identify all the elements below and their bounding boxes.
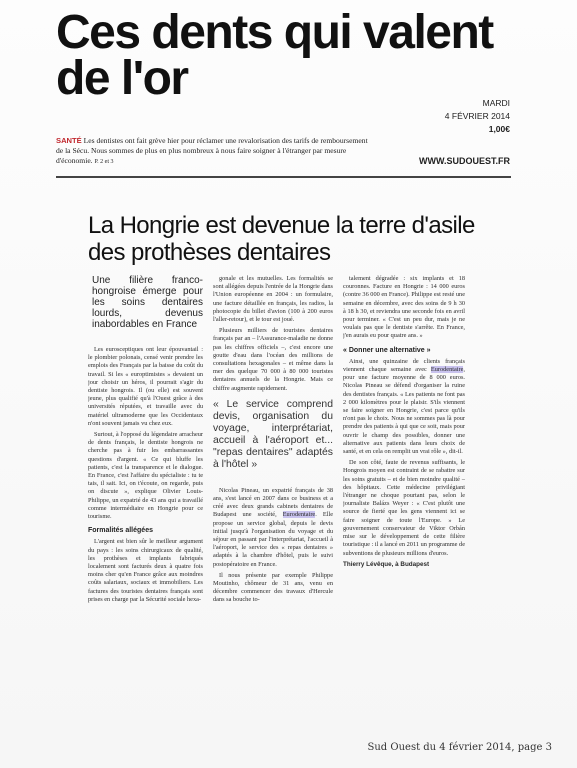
subhead-alternative: « Donner une alternative » bbox=[343, 346, 431, 354]
paragraph: Plusieurs milliers de touristes dentaires français par an – l'Assurance-maladie ne donne pas les chiffres officiels –, c'est encore une goutte d'eau dans l'océan des millions de consultations hexagonales – et même dans la mer des quelque 70 000 à 80 000 touristes dentaires annuels de la Hongrie. Mais ce chiffre augmente rapidement. bbox=[213, 327, 333, 392]
paragraph: talement dégradée : six implants et 18 couronnes. Facture en Hongrie : 14 000 euros (contre 36 000 en France). Philippe est resté une semaine en décembre, avec des soins de 9 h 30 à 18 h 30, et reviendra une seconde fois en avril pour terminer. « C'est un peu dur, mais je ne voulais pas que le dentiste s'arrête. En France, j'en aurais eu pour quatre ans. » bbox=[343, 275, 465, 340]
paragraph: De son côté, faute de revenus suffisants, le Hongrois moyen est contraint de se rabattre sur les soins gratuits – et de bien moindre qualité – des hôpitaux. Cette médecine privilégiant l'étranger ne choque pourtant pas, selon le journaliste Balázs Weyer : « C'est plutôt une source de fierté que les gens viennent ici se faire soigner de toute l'Europe. » Le gouvernement conservateur de Viktor Orbán mise sur le développement de cette filière touristique : il a lancé en 2011 un programme de subventions de plusieurs millions d'euros. bbox=[343, 459, 465, 557]
date-day: MARDI bbox=[482, 98, 510, 108]
subhead-formalites: Formalités allégées bbox=[88, 527, 153, 535]
article-column-2 bbox=[213, 275, 333, 747]
pull-quote: « Le service comprend devis, organisation du voyage, interprétariat, accueil à l'aéroport et... "repas dentaires" adaptés à l'hôtel » bbox=[213, 398, 333, 470]
paragraph: Les eurosceptiques ont leur épouvantail : le plombier polonais, censé venir prendre les emplois des Français par la baisse du coût du travail. Si les « europtimistes » devaient un jour choisir un héros, il pourrait s'agir du dentiste hongrois. Il (ou elle) est souvent jeune, plus qualifié qu'à l'Ouest grâce à des universités réputées, et travaille avec du matériel ultramoderne que les Occidentaux n'ont souvent jamais vu chez eux. bbox=[88, 346, 203, 427]
paragraph: Surtout, à l'opposé du légendaire arracheur de dents français, le dentiste hongrois ne cherche pas à fuir les embarrassantes questions d'argent. « Ce qui bluffe les patients, c'est la transparence et le dialogue. En France, c'est l'affaire du spécialiste : tu te tais, il sait. Ici, on t'écoute, on regarde, puis on discute », explique Olivier Louis-Philippe, un expatrié de 43 ans qui a travaillé comme intermédiaire en Hongrie pour ce tourisme. bbox=[88, 431, 203, 521]
teaser-page-ref: P. 2 et 3 bbox=[94, 159, 114, 165]
front-divider bbox=[56, 176, 511, 178]
paragraph: Il nous présente par exemple Philippe Moutinho, chômeur de 31 ans, venu en décembre commencer des travaux d'Hercule dans sa bouche to- bbox=[213, 571, 333, 604]
paragraph: Ainsi, une quinzaine de clients français viennent chaque semaine avec Eurodentaire, pour une facture moyenne de 8 000 euros. Nicolas Pineau se défend d'organiser la ruine des dentistes français. « Les patients ne font pas 2 000 kilomètres pour le plaisir. S'ils viennent se faire soigner en Hongrie, c'est parce qu'ils n'ont pas le choix. Nous ne sommes pas là pour prendre des patients à qui que ce soit, mais pour ouvrir le champ des possibles, donner une alternative aux patients dans leurs choix de santé, et en cela on remplit un vrai rôle », dit-il. bbox=[343, 357, 465, 456]
paragraph-eurodentaire bbox=[213, 487, 333, 569]
article-deck: Une filière franco-hongroise émerge pour les soins dentaires lourds, devenus inabordables en France bbox=[92, 275, 203, 330]
dateline bbox=[400, 97, 510, 136]
date-full: 4 FÉVRIER 2014 bbox=[444, 111, 510, 121]
article-title: La Hongrie est devenue la terre d'asile des prothèses dentaires bbox=[88, 212, 475, 266]
page-footer: Sud Ouest du 4 février 2014, page 3 bbox=[367, 742, 552, 753]
byline: Thierry Lévêque, à Budapest bbox=[343, 560, 430, 568]
front-headline: Ces dents qui valent de l'or bbox=[56, 6, 493, 105]
paragraph-text: Nicolas Pineau, un expatrié français de 38 ans, s'est lancé en 2007 dans ce business et a créé avec deux grands cabinets dentaires de Budapest une société, Eurodentaire. Elle propose un service global, depuis le devis initial jusqu'à l'organisation du voyage et du séjour en passant par l'interprétariat, l'accueil à l'aéroport, le service des « repas dentaires » adaptés à la chambre d'hôtel, puis le suivi postopératoire en France. bbox=[213, 486, 333, 568]
price: 1,00€ bbox=[488, 124, 510, 134]
teaser-kicker: SANTÉ bbox=[56, 136, 82, 145]
highlighted-term: Eurodentaire bbox=[430, 366, 464, 374]
article-column-1 bbox=[88, 275, 203, 747]
paragraph: gonale et les mutuelles. Les formalités se sont allégées depuis l'entrée de la Hongrie dans l'Union européenne en 2004 : un formulaire, une facture détaillée en français, les radios, la photocopie du billet d'avion (100 à 200 euros l'aller-retour), et le tour est joué. bbox=[213, 275, 333, 324]
front-teaser bbox=[56, 136, 376, 167]
article-column-3 bbox=[343, 275, 465, 747]
highlighted-term: Eurodentaire bbox=[282, 511, 316, 519]
teaser-text: Les dentistes ont fait grève hier pour réclamer une revalorisation des tarifs de remboursement de la Sécu. Nous sommes de plus en plus nombreux à nous faire soigner à l'étranger par mesure d'économie. bbox=[56, 136, 368, 165]
website-url[interactable]: WWW.SUDOUEST.FR bbox=[419, 156, 510, 166]
paragraph: L'argent est bien sûr le meilleur argument du pays : les soins chirurgicaux de qualité, les prothèses et implants fabriqués localement sont facturés deux à quatre fois moins cher qu'en France grâce aux moindres coûts salariaux, sociaux et immobiliers. Les factures des touristes dentaires français sont prises en charge par la Sécurité sociale hexa- bbox=[88, 538, 203, 603]
